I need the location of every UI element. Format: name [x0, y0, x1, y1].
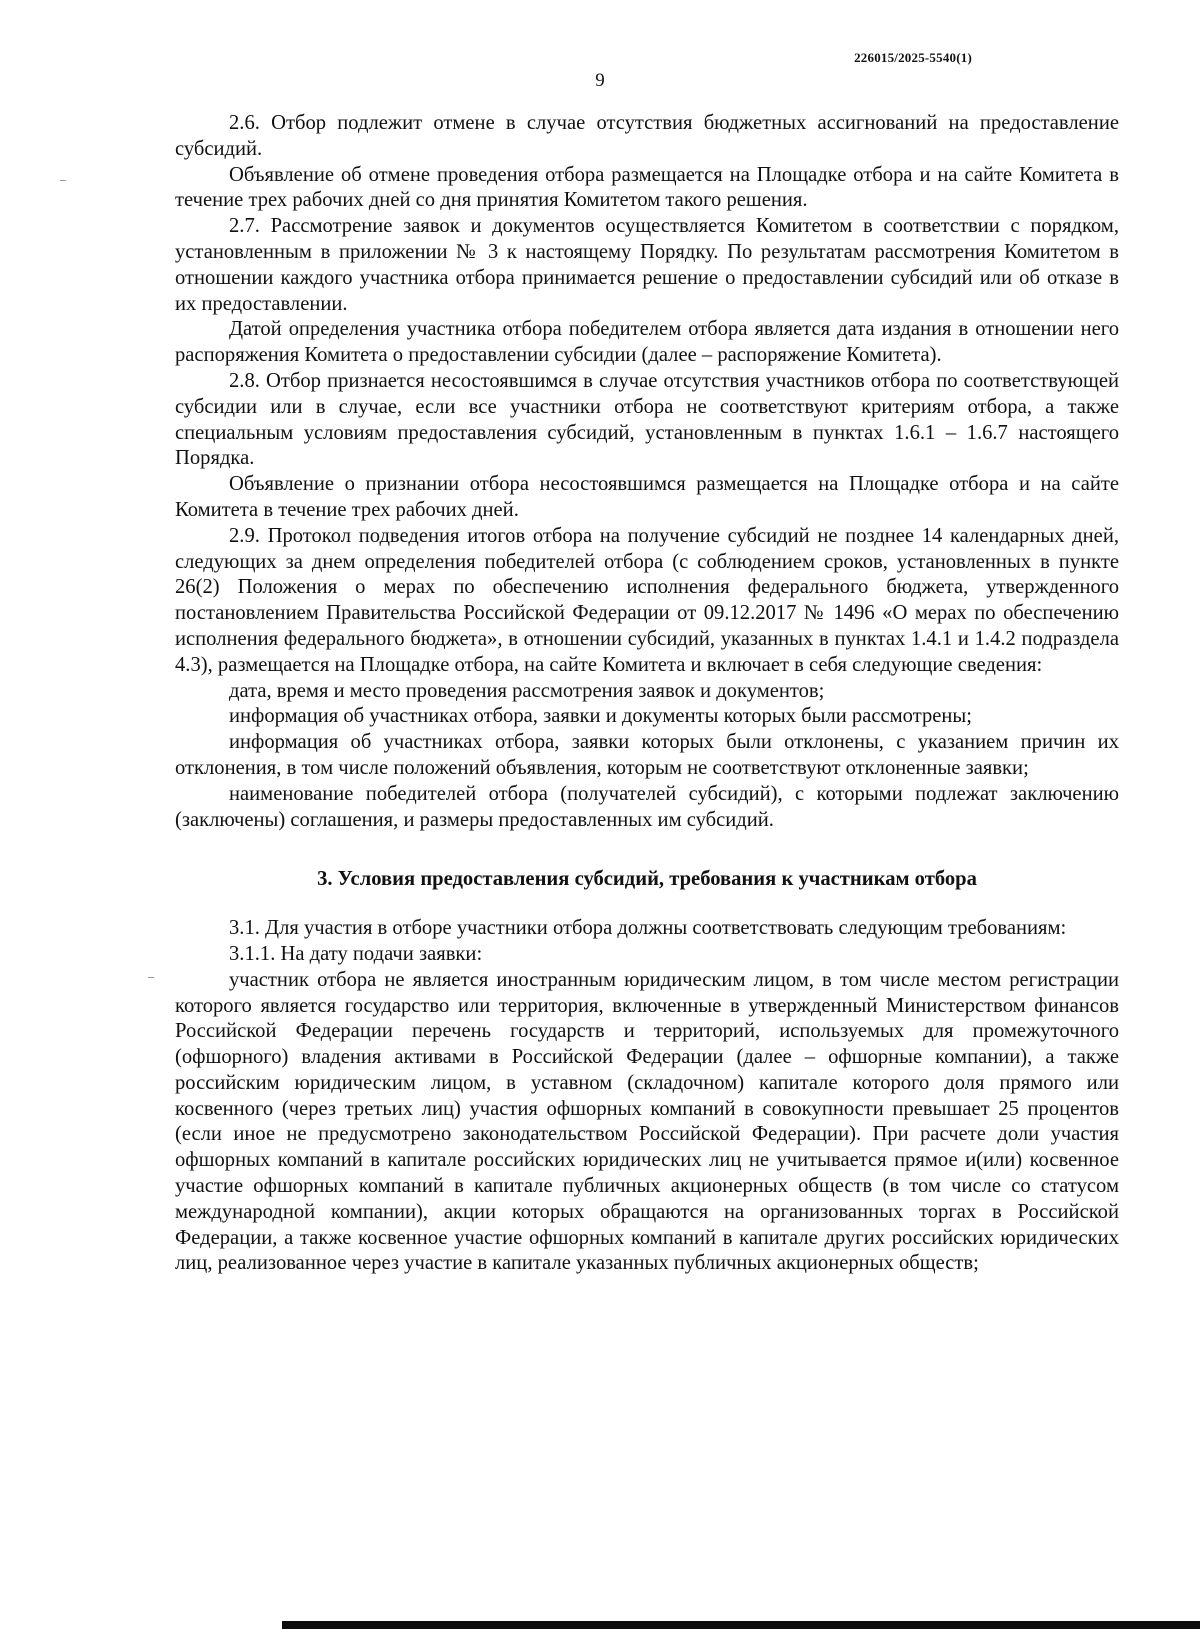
paragraph: 2.9. Протокол подведения итогов отбора на получение субсидий не позднее 14 календарных дней, следующих за днем определения победителей отбора (с соблюдением сроков, установленных в пункте 26(2) Положения о мерах по обеспечению исполнения федерального бюджета, утвержденного постановлением Правительства Российской Федерации от 09.12.2017 № 1496 «О мерах по обеспечению исполнения федерального бюджета», в отношении субсидий, указанных в пунктах 1.4.1 и 1.4.2 подраздела 4.3), размещается на Площадке отбора, на сайте Комитета и включает в себя следующие сведения:: [175, 524, 1119, 676]
paragraph: Датой определения участника отбора победителем отбора является дата издания в отношении него распоряжения Комитета о предоставлении субсидии (далее – распоряжение Комитета).: [175, 318, 1119, 367]
scan-speck: [60, 180, 66, 181]
paragraph: 2.8. Отбор признается несостоявшимся в случае отсутствия участников отбора по соответствующей субсидии или в случае, если все участники отбора не соответствуют критериям отбора, а также специальным условиям предоставления субсидий, установленным в пунктах 1.6.1 – 1.6.7 настоящего Порядка.: [175, 369, 1119, 470]
list-item: дата, время и место проведения рассмотрения заявок и документов;: [229, 679, 825, 702]
paragraph: Объявление о признании отбора несостоявшимся размещается на Площадке отбора и на сайте Комитета в течение трех рабочих дней.: [175, 473, 1119, 521]
paragraph: 3.1. Для участия в отборе участники отбора должны соответствовать следующим требованиям:: [229, 917, 1067, 940]
paragraph: участник отбора не является иностранным юридическим лицом, в том числе местом регистрации которого является государство или территория, включенные в утвержденный Министерством финансов Российской Федерации перечень государств и территорий, используемых для промежуточного (офшорного) владения активами в Российской Федерации (далее – офшорные компании), а также российским юридическим лицом, в уставном (складочном) капитале которого доля прямого или косвенного (через третьих лиц) участия офшорных компаний в совокупности превышает 25 процентов (если иное не предусмотрено законодательством Российской Федерации). При расчете доли участия офшорных компаний в капитале российских юридических лиц не учитывается прямое и(или) косвенное участие офшорных компаний в капитале публичных акционерных обществ (в том числе со статусом международной компании), акции которых обращаются на организованных торгах в Российской Федерации, а также косвенное участие офшорных компаний в капитале других российских юридических лиц, реализованное через участие в капитале указанных публичных акционерных обществ;: [175, 968, 1119, 1275]
page-bottom-edge-line: [282, 1621, 1200, 1629]
scan-speck: [148, 977, 154, 978]
section-heading: 3. Условия предоставления субсидий, требования к участникам отбора: [317, 868, 977, 891]
paragraph: 2.6. Отбор подлежит отмене в случае отсутствия бюджетных ассигнований на предоставление субсидий.: [175, 112, 1119, 160]
document-body: [175, 111, 1119, 1277]
document-registration-number: 226015/2025-5540(1): [854, 50, 972, 65]
list-item: информация об участниках отбора, заявки и документы которых были рассмотрены;: [229, 705, 972, 728]
paragraph: 3.1.1. На дату подачи заявки:: [229, 942, 483, 965]
list-item: информация об участниках отбора, заявки которых были отклонены, с указанием причин их отклонения, в том числе положений объявления, которым не соответствуют отклоненные заявки;: [175, 731, 1119, 779]
list-item: наименование победителей отбора (получателей субсидий), с которыми подлежат заключению (заключены) соглашения, и размеры предоставленных им субсидий.: [175, 782, 1119, 831]
page-number: 9: [595, 70, 605, 91]
paragraph: 2.7. Рассмотрение заявок и документов осуществляется Комитетом в соответствии с порядком, установленным в приложении № 3 к настоящему Порядку. По результатам рассмотрения Комитетом в отношении каждого участника отбора принимается решение о предоставлении субсидий или об отказе в их предоставлении.: [175, 215, 1119, 315]
paragraph: Объявление об отмене проведения отбора размещается на Площадке отбора и на сайте Комитета в течение трех рабочих дней со дня принятия Комитетом такого решения.: [175, 163, 1119, 212]
